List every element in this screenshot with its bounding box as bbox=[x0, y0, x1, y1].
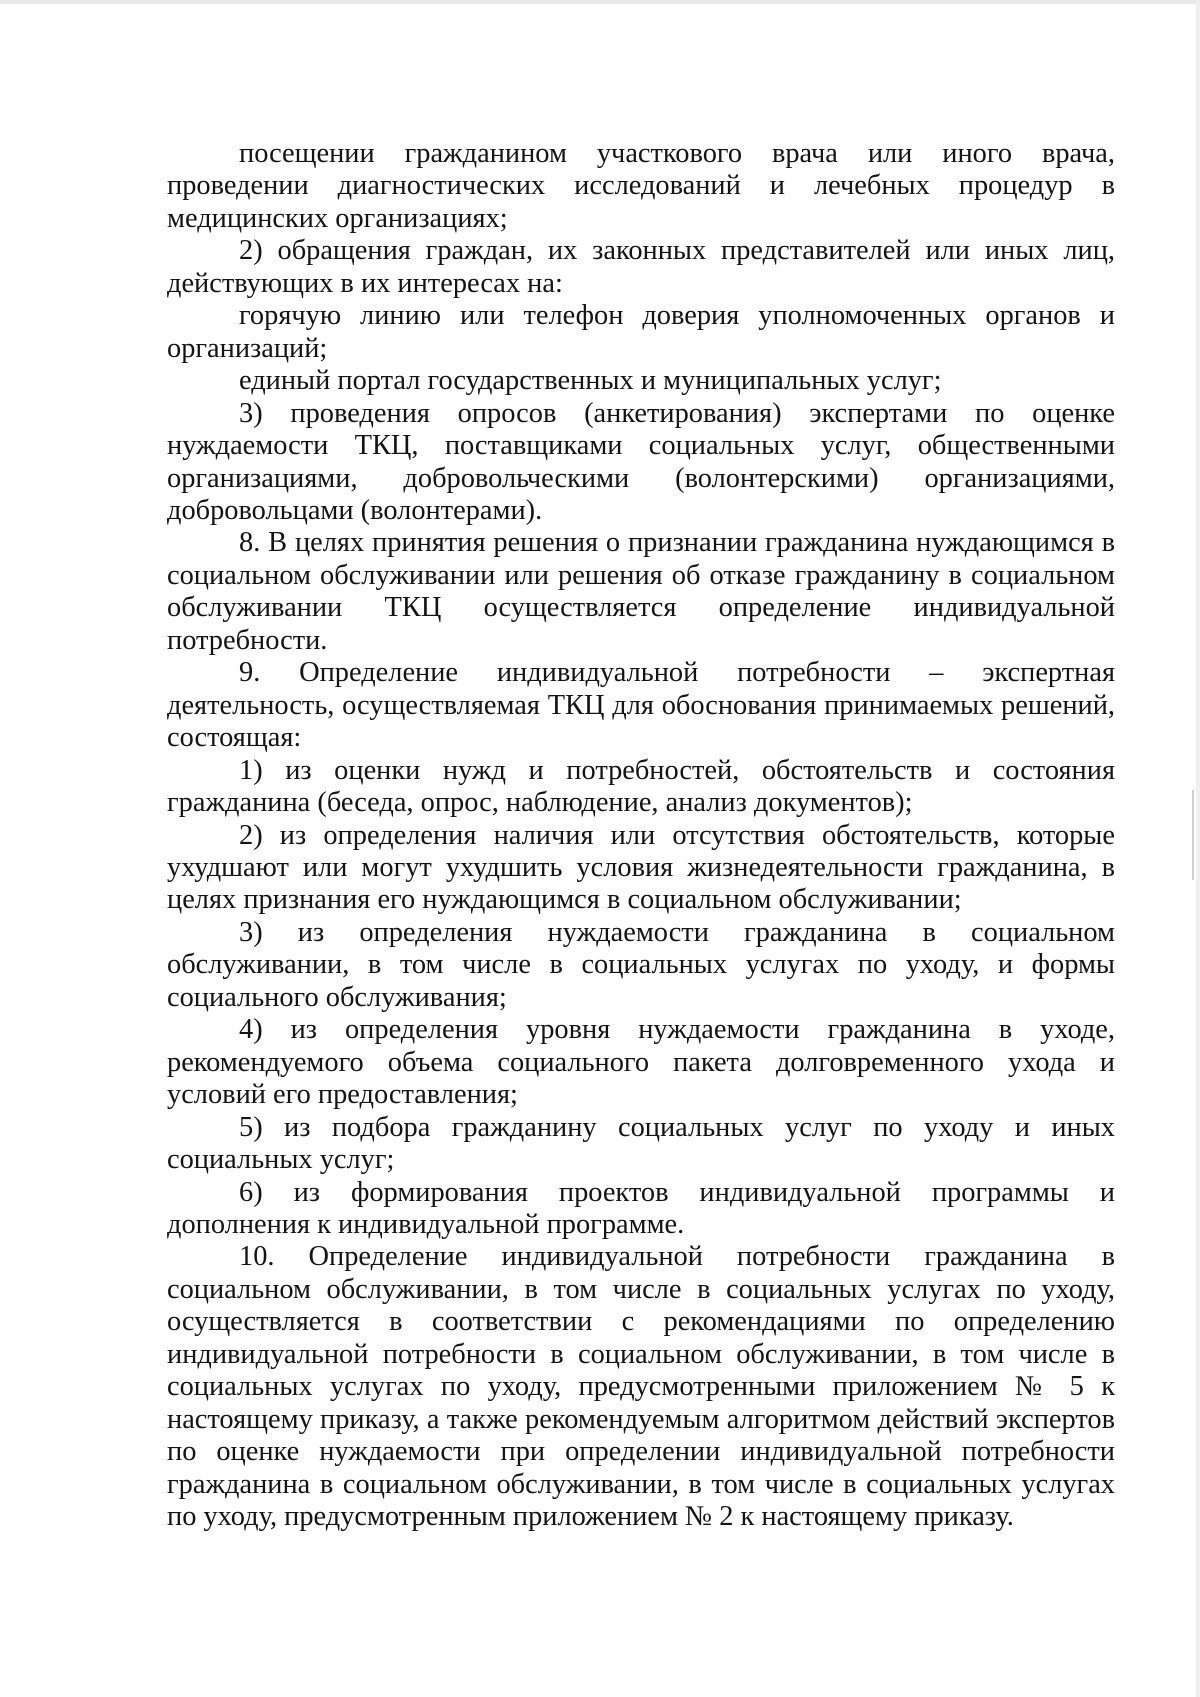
paragraph-hotline: горячую линию или телефон доверия уполномоченных органов и организаций; bbox=[167, 300, 1115, 364]
page-right-edge bbox=[1196, 0, 1200, 1697]
paragraph-item-3: 3) проведения опросов (анкетирования) экспертами по оценке нуждаемости ТКЦ, поставщиками социальных услуг, общественными организациями, добровольческими (волонтерскими) организациями, добровольцами (волонтерами). bbox=[167, 397, 1115, 526]
paragraph-clause-8: 8. В целях принятия решения о признании гражданина нуждающимся в социальном обслуживании или решения об отказе гражданину в социальном обслуживании ТКЦ осуществляется определение индивидуальной потребности. bbox=[167, 527, 1115, 656]
paragraph-clause-9-item-3: 3) из определения нуждаемости гражданина в социальном обслуживании, в том числе в социальных услугах по уходу, и формы социального обслуживания; bbox=[167, 916, 1115, 1013]
paragraph-clause-9-item-5: 5) из подбора гражданину социальных услуг по уходу и иных социальных услуг; bbox=[167, 1111, 1115, 1176]
page-top-edge bbox=[0, 0, 1200, 4]
paragraph-portal: единый портал государственных и муниципальных услуг; bbox=[239, 365, 942, 397]
paragraph-clause-9: 9. Определение индивидуальной потребности – экспертная деятельность, осуществляемая ТКЦ для обоснования принимаемых решений, состоящая: bbox=[167, 657, 1115, 754]
paragraph-clause-9-item-4: 4) из определения уровня нуждаемости гражданина в уходе, рекомендуемого объема социального пакета долговременного ухода и условий его предоставления; bbox=[167, 1014, 1115, 1111]
paragraph-continuation: посещении гражданином участкового врача или иного врача, проведении диагностических исследований и лечебных процедур в медицинских организациях; bbox=[167, 138, 1115, 234]
paragraph-item-2: 2) обращения граждан, их законных представителей или иных лиц, действующих в их интересах на: bbox=[167, 235, 1115, 299]
scan-artifact bbox=[1192, 790, 1194, 880]
paragraph-clause-10: 10. Определение индивидуальной потребности гражданина в социальном обслуживании, в том числе в социальных услугах по уходу, осуществляется в соответствии с рекомендациями по определению индивидуальной потребности в социальном обслуживании, в том числе в социальных услугах по уходу, предусмотренными приложением № 5 к настоящему приказу, а также рекомендуемым алгоритмом действий экспертов по оценке нуждаемости при определении индивидуальной потребности гражданина в социальном обслуживании, в том числе в социальных услугах по уходу, предусмотренным приложением № 2 к настоящему приказу. bbox=[167, 1241, 1115, 1533]
paragraph-clause-9-item-2: 2) из определения наличия или отсутствия обстоятельств, которые ухудшают или могут ухудшить условия жизнедеятельности гражданина, в целях признания его нуждающимся в социальном обслуживании; bbox=[167, 819, 1115, 916]
document-body bbox=[167, 138, 1115, 1533]
paragraph-clause-9-item-1: 1) из оценки нужд и потребностей, обстоятельств и состояния гражданина (беседа, опрос, наблюдение, анализ документов); bbox=[167, 754, 1115, 819]
paragraph-clause-9-item-6: 6) из формирования проектов индивидуальной программы и дополнения к индивидуальной программе. bbox=[167, 1176, 1115, 1240]
